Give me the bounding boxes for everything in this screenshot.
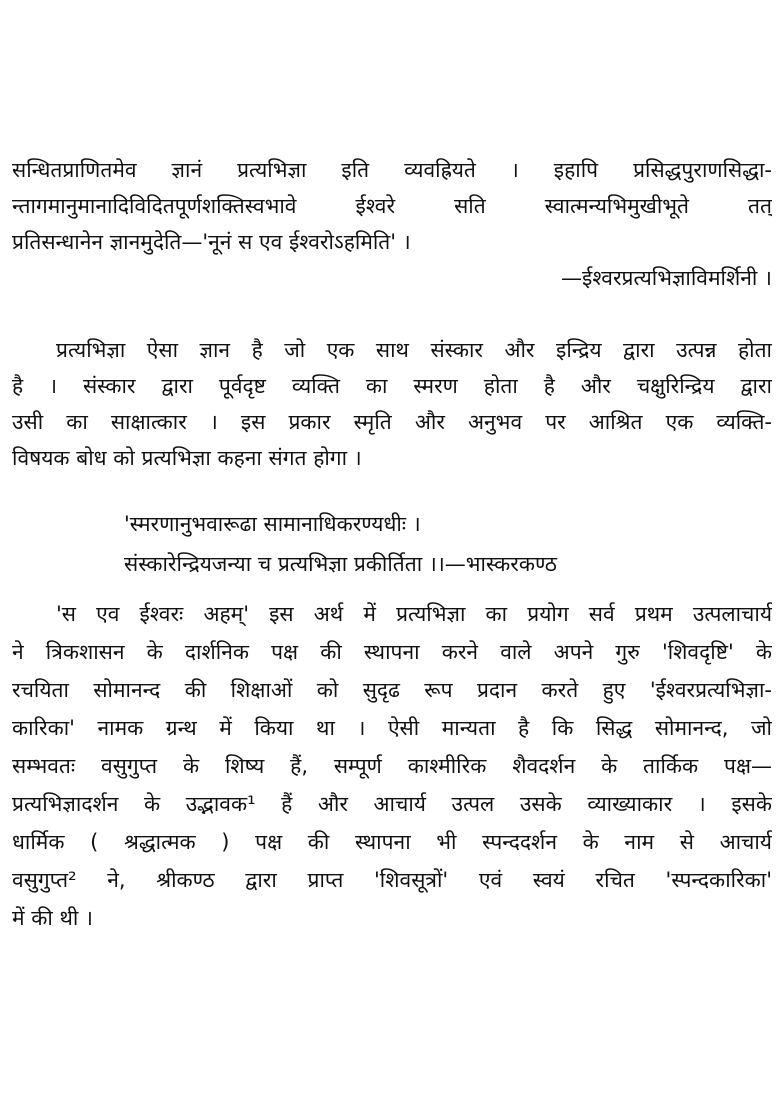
passage-attribution: —ईश्वरप्रत्यभिज्ञाविमर्शिनी । <box>561 266 772 290</box>
paragraph-line: कारिका' नामक ग्रन्थ में किया था । ऐसी मान्यता है कि सिद्ध सोमानन्द, जो <box>12 716 772 740</box>
paragraph-line: में की थी । <box>12 906 93 930</box>
paragraph-line: रचयिता सोमानन्द की शिक्षाओं को सुदृढ रूप प्रदान करते हुए 'ईश्वरप्रत्यभिज्ञा- <box>12 678 772 702</box>
passage-line: प्रतिसन्धानेन ज्ञानमुदेति—'नूनं स एव ईश्वरोऽहमिति' । <box>12 230 411 254</box>
paragraph-line: सम्भवतः वसुगुप्त के शिष्य हैं, सम्पूर्ण काश्मीरिक शैवदर्शन के तार्किक पक्ष— <box>12 754 772 778</box>
passage-line: न्तागमानुमानादिविदितपूर्णशक्तिस्वभावे ईश्वरे सति स्वात्मन्यभिमुखीभूते तत् <box>12 194 772 218</box>
paragraph-line: ने त्रिकशासन के दार्शनिक पक्ष की स्थापना करने वाले अपने गुरु 'शिवदृष्टि' के <box>12 640 772 664</box>
verse-line: 'स्मरणानुभवारूढा सामानाधिकरण्यधीः । <box>124 512 421 536</box>
paragraph-line: 'स एव ईश्वरः अहम्' इस अर्थ में प्रत्यभिज्ञा का प्रयोग सर्व प्रथम उत्पलाचार्य <box>56 602 772 626</box>
paragraph-line: है । संस्कार द्वारा पूर्वदृष्ट व्यक्ति का स्मरण होता है और चक्षुरिन्द्रिय द्वारा <box>12 374 772 398</box>
paragraph-line: विषयक बोध को प्रत्यभिज्ञा कहना संगत होगा । <box>12 446 362 470</box>
paragraph-line: धार्मिक ( श्रद्धात्मक ) पक्ष की स्थापना भी स्पन्ददर्शन के नाम से आचार्य <box>12 830 772 854</box>
verse-line: संस्कारेन्द्रियजन्या च प्रत्यभिज्ञा प्रकीर्तिता ।।—भास्करकण्ठ <box>124 552 557 576</box>
passage-line: सन्धितप्राणितमेव ज्ञानं प्रत्यभिज्ञा इति व्यवह्रियते । इहापि प्रसिद्धपुराणसिद्धा- <box>12 158 772 182</box>
paragraph-line: प्रत्यभिज्ञादर्शन के उद्भावक¹ हैं और आचार्य उत्पल उसके व्याख्याकार । इसके <box>12 792 772 816</box>
paragraph-line: वसुगुप्त² ने, श्रीकण्ठ द्वारा प्राप्त 'शिवसूत्रों' एवं स्वयं रचित 'स्पन्दकारिका' <box>12 868 772 892</box>
paragraph-line: प्रत्यभिज्ञा ऐसा ज्ञान है जो एक साथ संस्कार और इन्द्रिय द्वारा उत्पन्न होता <box>56 338 772 362</box>
paragraph-line: उसी का साक्षात्कार । इस प्रकार स्मृति और अनुभव पर आश्रित एक व्यक्ति- <box>12 410 772 434</box>
